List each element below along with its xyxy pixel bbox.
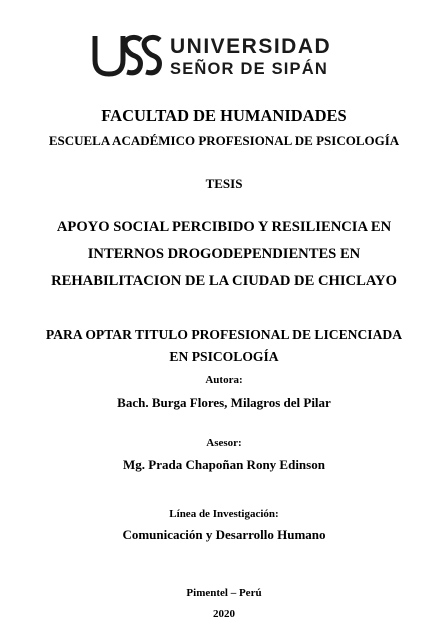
- location: Pimentel – Perú: [186, 587, 262, 599]
- thesis-title-line3: REHABILITACION DE LA CIUDAD DE CHICLAYO: [51, 273, 397, 289]
- university-logo: [92, 30, 332, 82]
- university-name-line1: UNIVERSIDAD: [170, 35, 332, 58]
- thesis-title-line2: INTERNOS DROGODEPENDIENTES EN: [87, 246, 361, 262]
- research-line-value: Comunicación y Desarrollo Humano: [122, 527, 326, 542]
- author-name: Bach. Burga Flores, Milagros del Pilar: [117, 395, 331, 410]
- university-name-line2: SEÑOR DE SIPÁN: [170, 60, 328, 78]
- author-label: Autora:: [205, 374, 243, 386]
- faculty-heading: FACULTAD DE HUMANIDADES: [101, 106, 347, 125]
- purpose-line2: EN PSICOLOGÍA: [169, 349, 279, 364]
- school-heading: ESCUELA ACADÉMICO PROFESIONAL DE PSICOLOGÍA: [48, 133, 400, 148]
- thesis-title-line1: APOYO SOCIAL PERCIBIDO Y RESILIENCIA EN: [56, 219, 392, 235]
- purpose-line1: PARA OPTAR TITULO PROFESIONAL DE LICENCIADA: [45, 327, 403, 342]
- research-line-label: Línea de Investigación:: [169, 508, 279, 520]
- uss-monogram-icon: [92, 34, 164, 78]
- advisor-label: Asesor:: [206, 437, 242, 449]
- advisor-name: Mg. Prada Chapoñan Rony Edinson: [123, 457, 325, 472]
- university-name: [170, 36, 331, 78]
- document-type: TESIS: [205, 176, 243, 191]
- year: 2020: [213, 608, 235, 620]
